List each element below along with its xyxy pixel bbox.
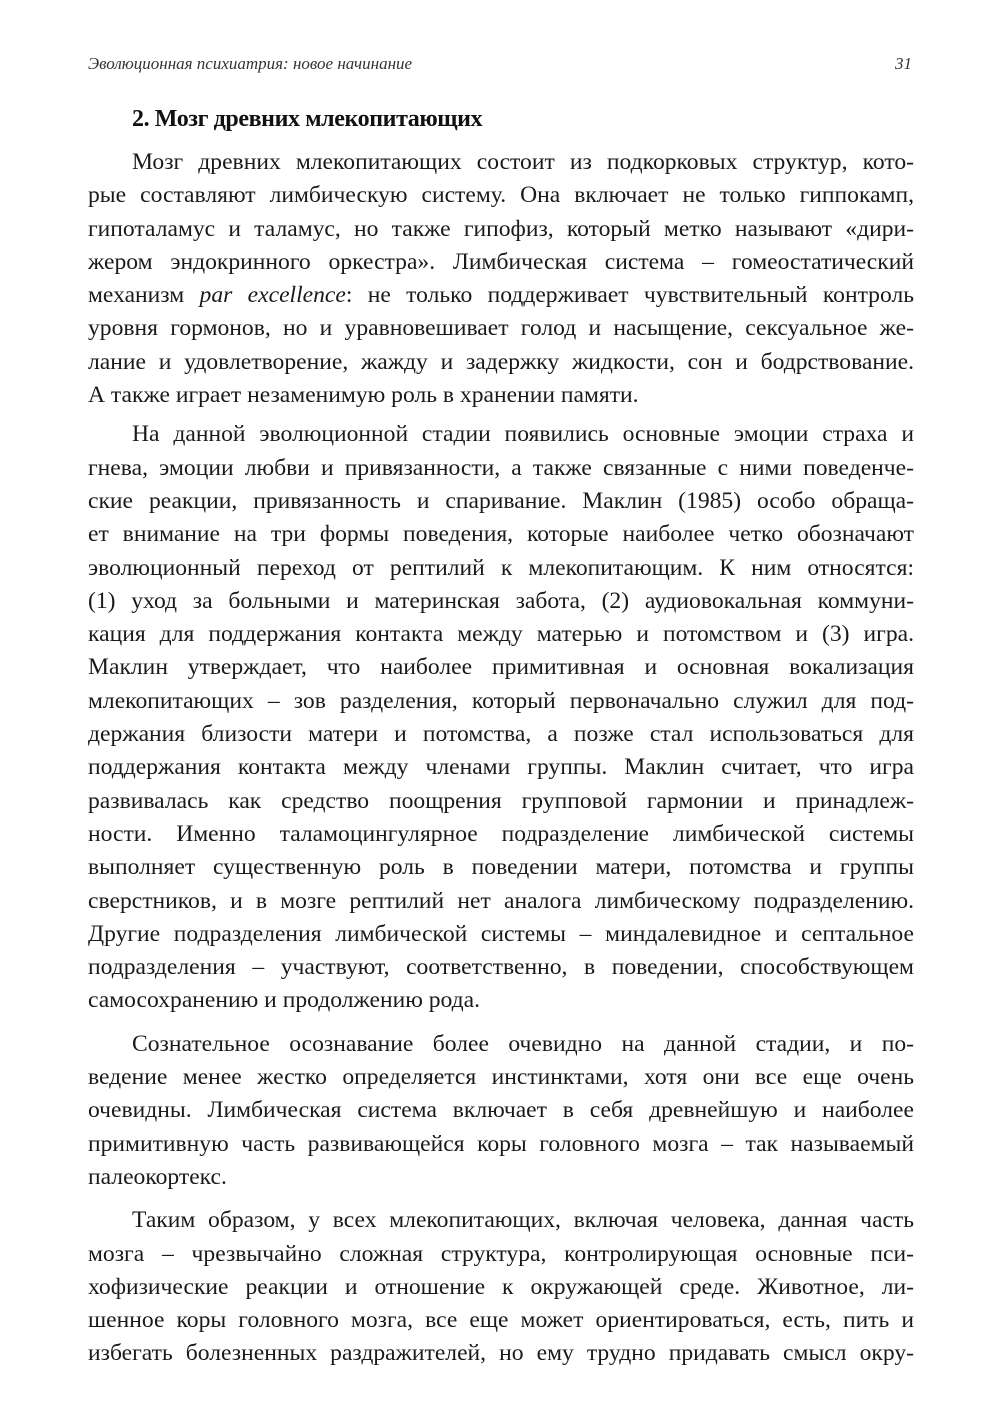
- text-line: млекопитающих – зов разделения, который первоначально служил для под-: [88, 687, 914, 714]
- text-line: выполняет существенную роль в поведении матери, потомства и группы: [88, 854, 914, 881]
- running-header: [88, 54, 914, 80]
- text-line: самосохранению и продолжению рода.: [88, 987, 481, 1014]
- text-line: гнева, эмоции любви и привязанности, а также связанные с ними поведенче-: [88, 454, 914, 481]
- text-line: (1) уход за больными и материнская забота, (2) аудиовокальная коммуни-: [88, 587, 914, 614]
- paragraph: [88, 418, 914, 1017]
- text-line: сверстников, и в мозге рептилий нет аналога лимбическому подразделению.: [88, 887, 914, 914]
- text-line: ет внимание на три формы поведения, которые наиболее четко обозначают: [88, 521, 914, 548]
- text-line: рые составляют лимбическую систему. Она включает не только гиппокамп,: [88, 182, 914, 209]
- text-line: уровня гормонов, но и уравновешивает голод и насыщение, сексуальное же-: [88, 315, 914, 342]
- text-line: гипоталамус и таламус, но также гипофиз, который метко называют «дири-: [88, 215, 914, 242]
- text-line: развивалась как средство поощрения групповой гармонии и принадлеж-: [88, 787, 914, 814]
- text-line: На данной эволюционной стадии появились основные эмоции страха и: [132, 421, 914, 448]
- section-heading: 2. Мозг древних млекопитающих: [132, 106, 483, 132]
- running-title: Эволюционная психиатрия: новое начинание: [88, 54, 413, 73]
- text-line: Таким образом, у всех млекопитающих, включая человека, данная часть: [132, 1207, 914, 1234]
- text-line: поддержания контакта между членами группы. Маклин считает, что игра: [88, 754, 914, 781]
- paragraph: [88, 1204, 914, 1370]
- text-line: Маклин утверждает, что наиболее примитивная и основная вокализация: [88, 654, 914, 681]
- text-line: ности. Именно таламоцингулярное подразделение лимбической системы: [88, 820, 914, 847]
- paragraph: [88, 1028, 914, 1194]
- text-line: ские реакции, привязанность и спаривание. Маклин (1985) особо обраща-: [88, 487, 914, 514]
- text-line: держания близости матери и потомства, а позже стал использоваться для: [88, 721, 914, 748]
- text-line: ведение менее жестко определяется инстинктами, хотя они все еще очень: [88, 1064, 914, 1091]
- text-line: лание и удовлетворение, жажду и задержку жидкости, сон и бодрствование.: [88, 348, 914, 375]
- page-number: 31: [895, 54, 912, 73]
- text-line: подразделения – участвуют, соответственно, в поведении, способствующем: [88, 954, 914, 981]
- italic-phrase: par excellence: [199, 282, 346, 309]
- paragraph-gap: [88, 1018, 914, 1028]
- text-line: палеокортекс.: [88, 1163, 227, 1190]
- text-line: жером эндокринного оркестра». Лимбическая система – гомеостатический: [88, 248, 914, 275]
- text-line: Мозг древних млекопитающих состоит из подкорковых структур, кото-: [132, 149, 914, 175]
- text-line: механизм par excellence: не только поддерживает чувствительный контроль: [88, 282, 914, 309]
- text-line: шенное коры головного мозга, все еще может ориентироваться, есть, пить и: [88, 1307, 914, 1334]
- text-line: примитивную часть развивающейся коры головного мозга – так называемый: [88, 1130, 914, 1157]
- paragraph: [88, 146, 914, 412]
- text-line: Сознательное осознавание более очевидно на данной стадии, и по-: [132, 1030, 914, 1057]
- text-line: кация для поддержания контакта между матерью и потомством и (3) игра.: [88, 621, 914, 648]
- text-line: очевидны. Лимбическая система включает в себя древнейшую и наиболее: [88, 1097, 914, 1124]
- text-line: Другие подразделения лимбической системы – миндалевидное и септальное: [88, 920, 914, 947]
- text-line: А также играет незаменимую роль в хранении памяти.: [88, 382, 639, 409]
- body-text: [88, 146, 914, 1371]
- paragraph-gap: [88, 1194, 914, 1204]
- text-line: избегать болезненных раздражителей, но ему трудно придавать смысл окру-: [88, 1340, 914, 1367]
- text-line: мозга – чрезвычайно сложная структура, контролирующая основные пси-: [88, 1240, 914, 1267]
- text-line: эволюционный переход от рептилий к млекопитающим. К ним относятся:: [88, 554, 914, 581]
- text-line: хофизические реакции и отношение к окружающей среде. Животное, ли-: [88, 1273, 914, 1300]
